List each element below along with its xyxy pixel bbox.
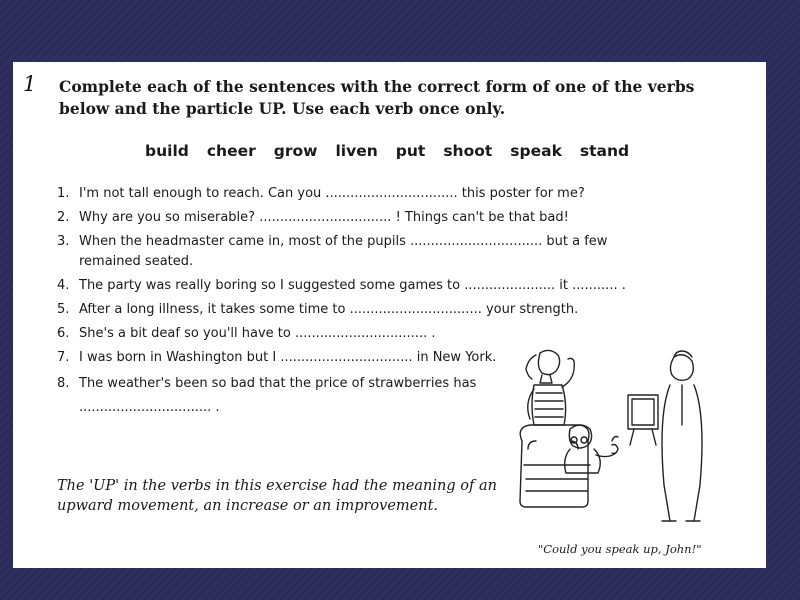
sentence-number: 5. xyxy=(57,302,70,317)
sentence-text: Why are you so miserable? ................................ ! Things can't be that bad! xyxy=(79,210,569,225)
sentence-item xyxy=(57,276,667,296)
sentence-item xyxy=(57,208,667,228)
right-bracket-decoration xyxy=(766,0,796,600)
verb-list xyxy=(145,142,629,160)
sentence-item xyxy=(57,300,667,320)
sentence-text: She's a bit deaf so you'll have to ................................ . xyxy=(79,326,436,341)
exercise-note: The 'UP' in the verbs in this exercise had the meaning of an upward movement, an increase or an improvement. xyxy=(57,478,497,514)
verb-item: liven xyxy=(335,142,378,160)
sentence-number: 1. xyxy=(57,186,70,201)
verb-item: cheer xyxy=(206,142,256,160)
sentence-number: 8. xyxy=(57,376,70,391)
sentence-text: After a long illness, it takes some time to ................................ your strength. xyxy=(79,302,579,317)
sentence-item xyxy=(57,184,667,204)
verb-item: shoot xyxy=(443,142,493,160)
sentence-item xyxy=(57,232,667,272)
sentence-item xyxy=(57,372,499,420)
sentence-text: When the headmaster came in, most of the pupils ................................ but a few remained seated. xyxy=(79,234,608,269)
verb-item: build xyxy=(145,142,189,160)
woman-figure xyxy=(538,350,559,374)
sentence-text: I was born in Washington but I ................................ in New York. xyxy=(79,350,497,365)
sentence-item xyxy=(57,348,499,368)
sentence-number: 6. xyxy=(57,326,70,341)
sentence-number: 2. xyxy=(57,210,70,225)
cartoon-illustration xyxy=(508,345,718,535)
sentence-text: I'm not tall enough to reach. Can you ................................ this poster for me? xyxy=(79,186,585,201)
sentence-number: 4. xyxy=(57,278,70,293)
sentence-item xyxy=(57,324,499,344)
exercise-instruction: Complete each of the sentences with the correct form of one of the verbs below and the particle UP. Use each verb once only. xyxy=(59,77,695,118)
sentence-number: 3. xyxy=(57,234,70,249)
verb-item: grow xyxy=(273,142,318,160)
cartoon-caption: "Could you speak up, John!" xyxy=(538,542,702,556)
verb-item: speak xyxy=(510,142,562,160)
verb-item: put xyxy=(395,142,426,160)
sentence-text: The weather's been so bad that the price of strawberries has ................................ . xyxy=(79,376,477,415)
verb-item: stand xyxy=(579,142,630,160)
man-figure xyxy=(670,355,693,381)
sentence-text: The party was really boring so I suggested some games to ...................... it ........... . xyxy=(79,278,626,293)
exercise-number: 1 xyxy=(23,72,37,96)
sentence-number: 7. xyxy=(57,350,70,365)
armchair-shape xyxy=(520,425,589,507)
worksheet-page xyxy=(13,62,766,568)
